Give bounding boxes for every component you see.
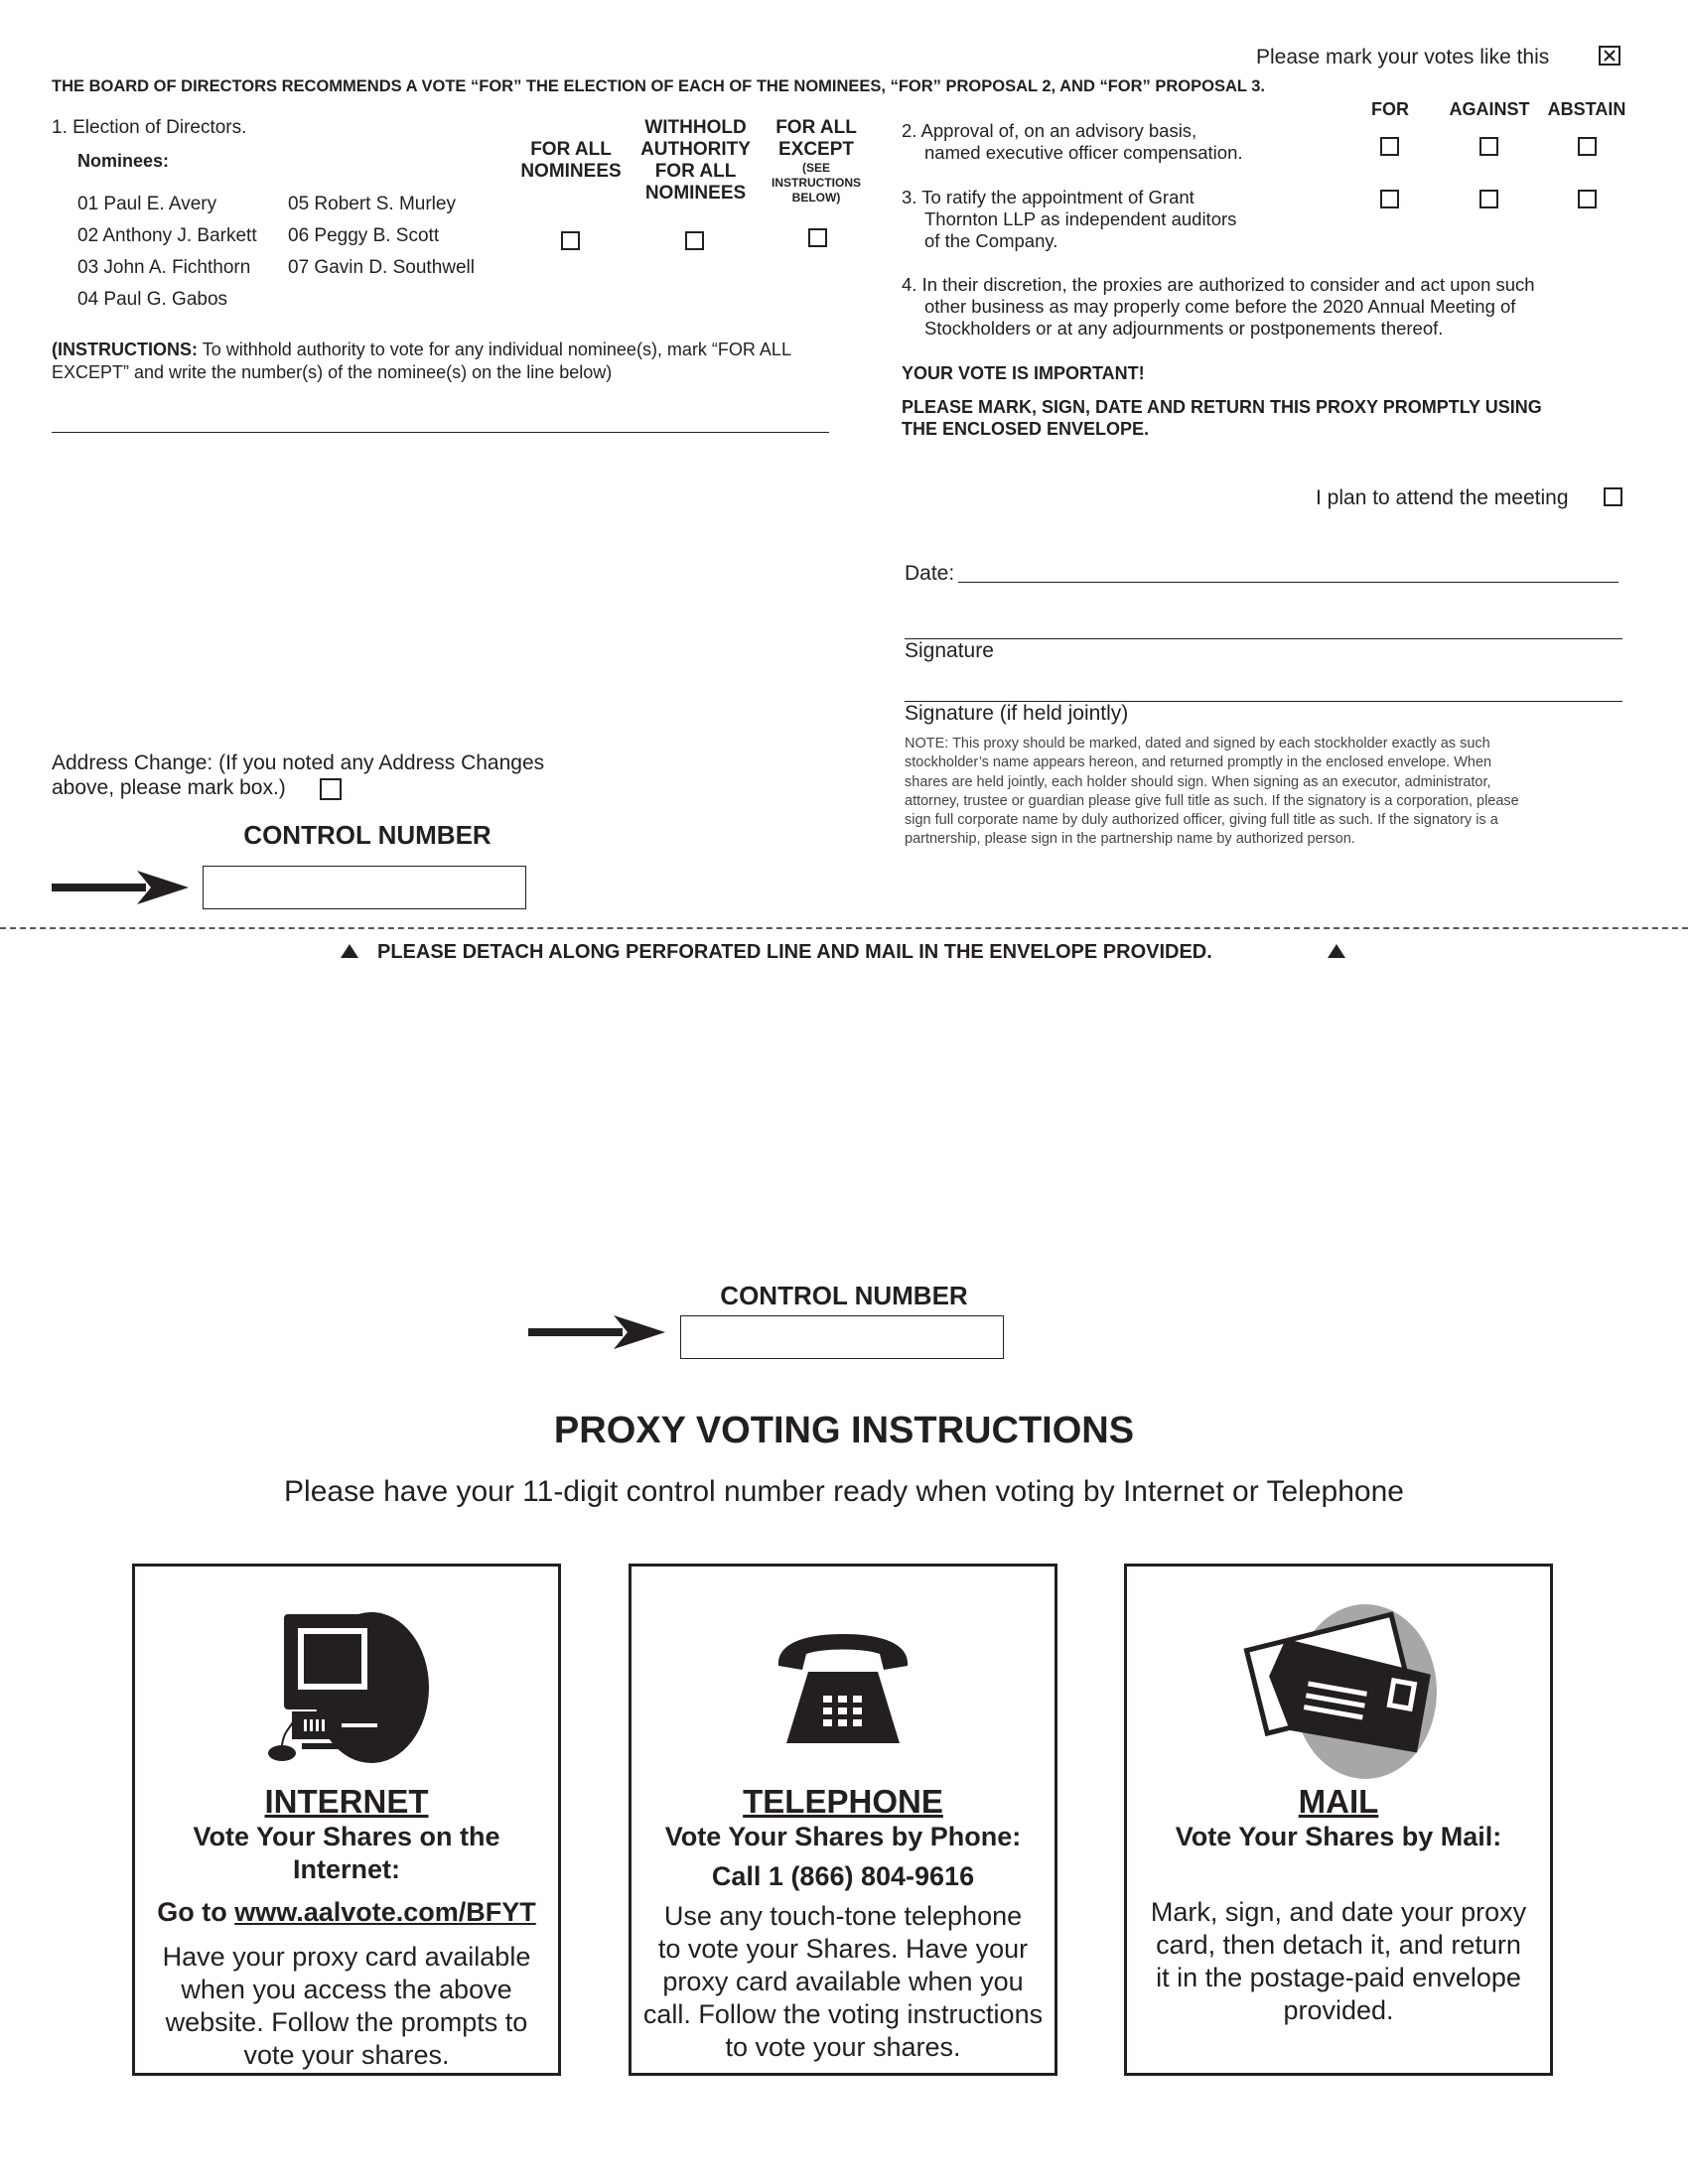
nominees-column-1 (77, 189, 257, 316)
nominees-label: Nominees: (77, 151, 170, 171)
signature-line[interactable] (905, 638, 1622, 639)
note-line: partnership, please sign in the partnership name by authorized person. (905, 831, 1355, 848)
instruction-line: provided. (1283, 1995, 1394, 2025)
col-label: FOR ALL (530, 139, 612, 160)
withhold-authority-checkbox[interactable] (685, 231, 704, 250)
internet-title: INTERNET (264, 1783, 429, 1820)
proposal-4 (902, 274, 1535, 340)
triangle-up-icon (340, 943, 359, 959)
col-label: FOR ALL (775, 117, 857, 138)
control-number-label: CONTROL NUMBER (243, 820, 492, 850)
mail-subtitle: Vote Your Shares by Mail: (1175, 1822, 1502, 1851)
col-against: AGAINST (1449, 99, 1530, 119)
perforated-line (0, 927, 1688, 929)
proposal-2-for-checkbox[interactable] (1380, 137, 1399, 156)
nominee: 05 Robert S. Murley (288, 194, 456, 214)
telephone-voting-box (629, 1564, 1057, 2076)
address-change-text: Address Change: (If you noted any Address Changes (52, 751, 545, 774)
date-label: Date: (905, 562, 955, 585)
mail-title: MAIL (1298, 1783, 1379, 1820)
control-number-label-2: CONTROL NUMBER (720, 1281, 968, 1310)
proposal-text: named executive officer compensation. (924, 142, 1243, 163)
proposal-3-abstain-checkbox[interactable] (1578, 190, 1597, 208)
telephone-number[interactable]: Call 1 (866) 804-9616 (711, 1861, 975, 1891)
instruction-line: Use any touch-tone telephone (663, 1901, 1023, 1931)
telephone-title: TELEPHONE (743, 1783, 943, 1820)
col-abstain: ABSTAIN (1547, 99, 1626, 119)
control-number-box-2 (680, 1315, 1004, 1359)
go-to-label: Go to (157, 1897, 235, 1927)
please-mark-line: PLEASE MARK, SIGN, DATE AND RETURN THIS PROXY PROMPTLY USING (902, 397, 1542, 417)
signing-note (905, 735, 1627, 850)
col-for: FOR (1371, 99, 1409, 119)
instruction-line: Mark, sign, and date your proxy (1150, 1897, 1527, 1927)
address-change (52, 751, 544, 800)
col-for-all-except (757, 117, 876, 205)
proposal-2 (902, 120, 1243, 164)
col-withhold-authority (629, 117, 763, 205)
instruction-line: website. Follow the prompts to (165, 2007, 528, 2037)
attend-meeting-label: I plan to attend the meeting (1316, 486, 1569, 509)
mail-envelope-icon (1236, 1592, 1445, 1781)
instruction-line: it in the postage-paid envelope (1156, 1963, 1521, 1992)
nominee: 01 Paul E. Avery (77, 194, 217, 214)
attend-meeting-checkbox[interactable] (1604, 487, 1622, 506)
instruction-line: card, then detach it, and return (1156, 1930, 1521, 1960)
note-line: shares are held jointly, each holder should sign. When signing as an executor, administrator, (905, 773, 1491, 790)
proxy-instructions-title: PROXY VOTING INSTRUCTIONS (553, 1410, 1135, 1451)
subtitle-line: Internet: (293, 1854, 400, 1884)
triangle-up-icon (1327, 943, 1346, 959)
address-change-checkbox[interactable] (320, 778, 342, 800)
instructions-label: (INSTRUCTIONS: (52, 340, 198, 359)
nominee: 02 Anthony J. Barkett (77, 225, 257, 246)
board-recommendation: THE BOARD OF DIRECTORS RECOMMENDS A VOTE “FOR” THE ELECTION OF EACH OF THE NOMINEES, “FOR” PROPOSAL 2, AND “FOR” PROPOSAL 3. (52, 77, 1265, 95)
proposal-2-abstain-checkbox[interactable] (1578, 137, 1597, 156)
computer-icon (262, 1600, 431, 1767)
proposal-text: 3. To ratify the appointment of Grant (902, 187, 1195, 207)
election-title: 1. Election of Directors. (52, 117, 247, 138)
subtitle-line: Vote Your Shares on the (193, 1822, 500, 1851)
internet-voting-box (132, 1564, 561, 2076)
nominees-column-2 (288, 189, 475, 284)
example-mark-icon (1599, 46, 1620, 66)
col-label: FOR ALL (654, 161, 737, 182)
address-change-text: above, please mark box.) (52, 776, 286, 799)
vote-important: YOUR VOTE IS IMPORTANT! (902, 363, 1145, 383)
for-all-except-checkbox[interactable] (808, 228, 827, 247)
col-label: AUTHORITY (640, 139, 751, 160)
internet-instructions (135, 1941, 558, 2072)
nominee: 04 Paul G. Gabos (77, 289, 228, 310)
telephone-subtitle: Vote Your Shares by Phone: (664, 1822, 1022, 1851)
proposal-text: Thornton LLP as independent auditors (924, 208, 1237, 229)
detach-text: PLEASE DETACH ALONG PERFORATED LINE AND MAIL IN THE ENVELOPE PROVIDED. (377, 941, 1212, 963)
col-label: WITHHOLD (644, 117, 747, 138)
voting-website-link[interactable]: www.aalvote.com/BFYT (234, 1897, 536, 1927)
proposal-2-against-checkbox[interactable] (1479, 137, 1498, 156)
instruction-line: to vote your shares. (725, 2032, 961, 2062)
col-note: (SEE (801, 161, 830, 175)
note-line: NOTE: This proxy should be marked, dated and signed by each stockholder exactly as such (905, 736, 1490, 751)
proposal-text: 2. Approval of, on an advisory basis, (902, 120, 1197, 141)
col-note: INSTRUCTIONS (772, 176, 861, 190)
note-line: attorney, trustee or guardian please give full title as such. If the signatory is a corporation, please (905, 792, 1519, 809)
col-label: EXCEPT (777, 139, 855, 160)
instruction-line: to vote your Shares. Have your (657, 1934, 1029, 1964)
arrow-right-icon (52, 871, 189, 904)
nominee-exception-write-line[interactable] (52, 432, 829, 433)
proposal-3-against-checkbox[interactable] (1479, 190, 1498, 208)
nominee: 06 Peggy B. Scott (288, 225, 440, 246)
nominee: 07 Gavin D. Southwell (288, 257, 475, 278)
proposal-3 (902, 187, 1236, 252)
note-line: sign full corporate name by duly authorized officer, giving full title as such. If the signatory is a (905, 812, 1498, 829)
col-label: NOMINEES (644, 183, 747, 204)
proposal-text: 4. In their discretion, the proxies are authorized to consider and act upon such (902, 274, 1535, 295)
telephone-icon (769, 1632, 917, 1751)
instruction-line: when you access the above (181, 1975, 512, 2004)
mark-votes-text: Please mark your votes like this (1256, 46, 1550, 68)
please-mark-sign (902, 396, 1542, 440)
proposal-3-for-checkbox[interactable] (1380, 190, 1399, 208)
instruction-line: vote your shares. (243, 2040, 450, 2070)
instructions-text: EXCEPT” and write the number(s) of the nominee(s) on the line below) (52, 362, 613, 382)
for-all-nominees-checkbox[interactable] (561, 231, 580, 250)
mail-instructions (1127, 1896, 1550, 2027)
nominee: 03 John A. Fichthorn (77, 257, 251, 278)
internet-subtitle (135, 1821, 558, 1886)
proposal-text: other business as may properly come before the 2020 Annual Meeting of (924, 296, 1516, 317)
telephone-instructions (632, 1900, 1055, 2064)
date-line[interactable] (958, 582, 1618, 583)
col-note: BELOW) (791, 191, 841, 205)
instruction-line: Have your proxy card available (162, 1942, 531, 1972)
proxy-instructions-subtitle: Please have your 11-digit control number ready when voting by Internet or Telephone (284, 1475, 1404, 1508)
instruction-line: proxy card available when you (662, 1967, 1024, 1996)
mail-voting-box (1124, 1564, 1553, 2076)
proposal-text: Stockholders or at any adjournments or postponements thereof. (924, 318, 1444, 339)
proposal-text: of the Company. (924, 230, 1058, 251)
arrow-right-icon (528, 1315, 665, 1349)
internet-url-line (135, 1896, 558, 1929)
please-mark-line: THE ENCLOSED ENVELOPE. (902, 419, 1150, 439)
instructions-text: To withhold authority to vote for any individual nominee(s), mark “FOR ALL (202, 340, 791, 359)
withhold-instructions (52, 339, 846, 384)
instruction-line: call. Follow the voting instructions (642, 1999, 1044, 2029)
col-label: NOMINEES (520, 161, 622, 182)
control-number-box (203, 866, 526, 909)
joint-signature-label: Signature (if held jointly) (905, 702, 1129, 725)
note-line: stockholder’s name appears hereon, and returned promptly in the enclosed envelope. When (905, 754, 1492, 771)
col-for-all-nominees (506, 139, 635, 183)
signature-label: Signature (905, 639, 994, 662)
